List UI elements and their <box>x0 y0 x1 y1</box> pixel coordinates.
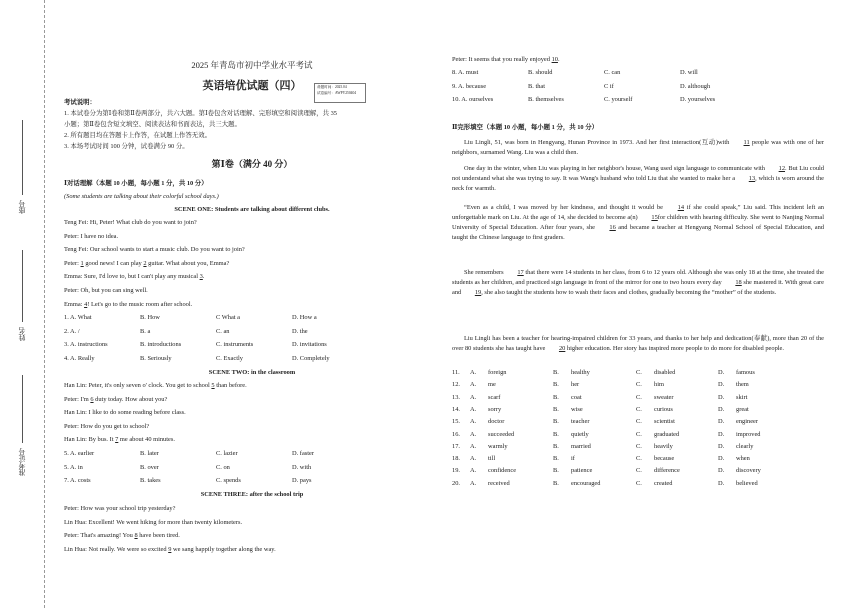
option-word: disabled <box>654 369 676 376</box>
option-word: quietly <box>571 430 589 438</box>
seat-label: 座号 <box>18 200 26 214</box>
option-word: encouraged <box>571 479 601 487</box>
dialogue-text: good news! I can play <box>83 259 144 267</box>
question-number: 17. <box>452 442 460 450</box>
part1-title: 第Ⅰ卷（满分 40 分） <box>211 159 293 169</box>
section1-note: (Some students are talking about their colorful school days.) <box>64 193 219 200</box>
option-word: believed <box>736 479 758 487</box>
answer-blank: 1 <box>80 259 84 267</box>
option-word: engineer <box>736 418 758 426</box>
option-row <box>64 477 440 487</box>
option-word: clearly <box>736 442 754 450</box>
question-option-a: 5. A. in <box>64 463 83 471</box>
dialogue-line <box>64 532 180 540</box>
option-row <box>64 314 440 324</box>
question-option-a: 8. A. must <box>452 69 479 76</box>
option-word: curious <box>654 405 673 413</box>
dialogue-line <box>64 505 175 513</box>
dialogue-text: Teng Fei: Our school wants to start a music club. Do you want to join? <box>64 246 245 254</box>
question-number: 18. <box>452 455 460 463</box>
cloze-paragraph <box>452 334 824 354</box>
binding-dashed-line <box>44 0 45 608</box>
question-number: 12. <box>452 381 460 389</box>
passage-text: that there were 14 students in her class, from 6 to 12 years old. Although she was only 18 at the time, she treated the students as her children, and practiced sign language in front of the mirror for one to two hours every day <box>452 269 825 286</box>
dialogue-text: Emma: <box>64 300 85 308</box>
question-number: 19. <box>452 467 460 475</box>
option-choice: C. an <box>216 327 230 335</box>
option-row <box>452 83 828 93</box>
passage-text: One day in the winter, when Liu was playing in her neighbor's house, Wang used sign language to communicate with <box>464 165 767 172</box>
answer-blank: 15 <box>651 213 658 221</box>
binding-sidebar <box>0 0 50 608</box>
option-word: scarf <box>488 393 501 401</box>
question-number: 13. <box>452 393 460 401</box>
option-letter: B. <box>553 479 559 487</box>
dialogue-text: . <box>202 273 205 281</box>
cloze-option-row <box>452 467 836 477</box>
dialogue-text: Lin Hua: Excellent! We went hiking for more than twenty kilometers. <box>64 518 243 526</box>
option-choice: D. although <box>680 82 711 90</box>
dialogue-text: me about 40 minutes. <box>118 436 175 444</box>
dialogue-line <box>64 519 242 527</box>
option-row <box>64 328 440 338</box>
cloze-option-row <box>452 431 836 441</box>
question-number: 15. <box>452 418 460 426</box>
dialogue-text: Emma: Sure, I'd love to, but I can't play any musical <box>64 273 200 281</box>
question-option-a: 10. A. ourselves <box>452 96 494 104</box>
option-word: succeeded <box>488 430 515 438</box>
question-option-a: 4. A. Really <box>64 354 95 362</box>
option-letter: C. <box>636 393 642 401</box>
answer-blank: 20 <box>558 344 566 352</box>
option-choice: B. takes <box>140 477 161 485</box>
cloze-option-row <box>452 394 836 404</box>
option-letter: A. <box>470 442 477 450</box>
instruction-line: 3. 本场考试时间 100 分钟，试卷满分 90 分。 <box>64 143 189 150</box>
option-letter: D. <box>718 381 725 389</box>
option-letter: C. <box>636 405 642 413</box>
option-word: healthy <box>571 369 590 376</box>
option-word: difference <box>654 467 680 475</box>
cloze-paragraph <box>452 138 824 158</box>
option-word: confidence <box>488 467 517 475</box>
option-choice: D. Completely <box>292 354 330 362</box>
paper-title: 英语培优试题（四） <box>202 80 302 92</box>
option-letter: A. <box>470 467 477 475</box>
option-choice: C if <box>604 82 614 90</box>
dialogue-line <box>64 287 148 295</box>
answer-blank: 14 <box>677 204 685 211</box>
option-word: received <box>488 479 510 487</box>
answer-blank: 9 <box>168 545 172 553</box>
option-letter: C. <box>636 430 642 438</box>
option-word: improved <box>736 430 761 438</box>
option-choice: C. Exactly <box>216 354 243 362</box>
option-letter: A. <box>470 430 477 438</box>
dialogue-line <box>64 260 229 268</box>
stamp-code: 试卷编号：AWPY250404 <box>317 90 357 95</box>
option-choice: B. How <box>140 314 160 321</box>
option-choice: C. can <box>604 69 621 76</box>
answer-blank: 11 <box>743 139 750 146</box>
option-letter: C. <box>636 479 642 487</box>
passage-text: She remembers <box>464 269 506 276</box>
name-line <box>22 250 23 322</box>
dialogue-text: Peter: How do you get to school? <box>64 422 150 430</box>
option-letter: D. <box>718 393 725 401</box>
passage-text: she mastered it. With great care and <box>452 278 824 296</box>
instruction-line: 小题；第Ⅱ卷包含短文填空、阅读表达和书面表达，共三大题。 <box>64 121 241 128</box>
cloze-option-row <box>452 381 836 391</box>
dialogue-text: duty today. How about you? <box>93 395 168 403</box>
scene-two-title: SCENE TWO: in the classroom <box>208 369 296 376</box>
dialogue-line <box>64 436 175 444</box>
option-choice: D. yourselves <box>680 96 716 104</box>
answer-blank: 16 <box>609 223 616 231</box>
option-choice: B. a <box>140 327 151 335</box>
answer-blank: 5 <box>211 382 215 389</box>
answer-blank: 3 <box>199 273 203 281</box>
option-word: till <box>488 455 496 463</box>
option-word: heavily <box>654 442 673 450</box>
option-choice: B. later <box>140 450 159 457</box>
dialogue-line <box>64 409 186 417</box>
option-letter: B. <box>553 430 559 438</box>
option-letter: D. <box>718 405 725 413</box>
option-word: discovery <box>736 467 761 475</box>
exam-title: 2025 年青岛市初中学业水平考试 <box>191 60 313 70</box>
option-word: her <box>571 381 580 389</box>
cloze-option-row <box>452 418 836 428</box>
dialogue-line <box>64 301 192 309</box>
dialogue-text: Peter: It seems that you really enjoyed <box>452 56 552 63</box>
dialogue-line <box>64 219 197 227</box>
option-choice: C What a <box>216 314 241 321</box>
option-word: because <box>654 455 675 463</box>
answer-blank: 10 <box>551 56 558 63</box>
stamp-time: 命题时间：2025.04 <box>317 85 347 89</box>
option-word: married <box>571 442 591 450</box>
question-option-a: 3. A. instructions <box>64 341 108 349</box>
option-choice: B. Seriously <box>140 354 172 362</box>
option-letter: D. <box>718 455 725 463</box>
dialogue-line <box>64 233 118 241</box>
option-word: sorry <box>488 405 502 413</box>
option-word: him <box>654 381 664 389</box>
option-letter: B. <box>553 393 559 401</box>
option-letter: C. <box>636 418 642 426</box>
name-label: 姓名 <box>18 327 26 341</box>
option-letter: B. <box>553 405 559 413</box>
option-row <box>64 341 440 351</box>
option-word: graduated <box>654 430 680 438</box>
option-choice: D. invitations <box>292 341 327 349</box>
dialogue-text: Peter: How was your school trip yesterday? <box>64 505 176 512</box>
option-letter: C. <box>636 369 642 376</box>
scene-one-title: SCENE ONE: Students are talking about different clubs. <box>174 206 330 213</box>
option-choice: B. introductions <box>140 341 182 349</box>
option-choice: C. yourself <box>604 96 633 104</box>
dialogue-line <box>64 382 247 390</box>
answer-blank: 13 <box>748 174 756 182</box>
option-word: me <box>488 381 496 389</box>
option-letter: B. <box>553 442 559 450</box>
option-row <box>452 96 828 106</box>
option-choice: C. spends <box>216 477 241 485</box>
option-choice: D. will <box>680 69 698 76</box>
option-choice: D. the <box>292 327 308 335</box>
answer-blank: 12 <box>778 165 786 172</box>
option-choice: C. on <box>216 463 230 471</box>
option-letter: B. <box>553 381 559 389</box>
dialogue-text: Peter: I have no idea. <box>64 232 119 240</box>
passage-text: “Even as a child, I was moved by her kindness, and thought it would be <box>464 204 666 211</box>
option-letter: B. <box>553 418 559 426</box>
answer-blank: 2 <box>143 259 147 267</box>
option-word: when <box>736 455 750 463</box>
dialogue-line <box>64 423 149 431</box>
passage-text: , which is worn around the neck for warmth. <box>452 174 824 192</box>
question-number: 20. <box>452 479 460 487</box>
option-choice: B. over <box>140 463 159 471</box>
cloze-paragraph <box>452 268 824 298</box>
dialogue-text: Han Lin: By bus. It <box>64 436 116 444</box>
option-choice: B. themselves <box>528 96 564 104</box>
option-word: great <box>736 405 749 413</box>
ticket-line <box>22 375 23 443</box>
option-word: wise <box>571 405 583 413</box>
option-letter: A. <box>470 369 477 376</box>
option-letter: A. <box>470 381 477 389</box>
answer-blank: 17 <box>517 269 524 276</box>
option-choice: D. with <box>292 463 312 471</box>
option-letter: A. <box>470 479 477 487</box>
passage-text: and became a teacher at Hengyang Normal School of Special Education, and taught the Chinese language to first graders. <box>452 223 824 241</box>
option-word: teacher <box>571 418 590 426</box>
option-letter: A. <box>470 455 477 463</box>
answer-blank: 19 <box>474 288 482 296</box>
option-letter: D. <box>718 369 725 376</box>
instruction-line: 1. 本试卷分为第Ⅰ卷和第Ⅱ卷两部分，共六大题。第Ⅰ卷包含对话理解、完形填空和阅读理解，共 35 <box>64 110 338 117</box>
section1-heading: Ⅰ对话理解（本题 10 小题，每小题 1 分，共 10 分） <box>64 180 208 187</box>
answer-blank: 7 <box>115 436 119 444</box>
question-option-a: 5. A. earlier <box>64 450 95 457</box>
option-letter: B. <box>553 467 559 475</box>
passage-text: if she could speak,” Liu said. This incident left an unforgettable mark on Liu. At the age of 14, she decided to become a(n) <box>452 204 824 221</box>
cloze-option-row <box>452 369 836 379</box>
instructions-heading: 考试说明： <box>64 99 96 106</box>
dialogue-text: Peter: <box>64 259 81 267</box>
option-choice: D. faster <box>292 450 315 457</box>
answer-blank: 6 <box>90 395 94 403</box>
option-row <box>64 464 440 474</box>
question-number: 14. <box>452 405 460 413</box>
answer-blank: 18 <box>735 278 742 286</box>
dialogue-text: Han Lin: I like to do some reading before class. <box>64 409 186 417</box>
answer-blank: 4 <box>84 300 88 308</box>
option-letter: D. <box>718 442 725 450</box>
dialogue-text: than before. <box>214 382 247 389</box>
option-letter: D. <box>718 479 725 487</box>
cloze-paragraph <box>452 203 824 243</box>
cloze-heading: Ⅱ完形填空（本题 10 小题，每小题 1 分，共 10 分） <box>452 124 598 131</box>
option-letter: A. <box>470 405 477 413</box>
option-word: patience <box>571 467 593 475</box>
dialogue-text: Peter: I'm <box>64 395 91 403</box>
cloze-option-row <box>452 455 836 465</box>
dialogue-text: we sang happily together along the way. <box>171 545 276 553</box>
option-word: if <box>571 455 575 463</box>
cloze-option-row <box>452 406 836 416</box>
option-choice: D. pays <box>292 477 312 485</box>
option-word: famous <box>736 369 755 376</box>
option-letter: D. <box>718 430 725 438</box>
option-word: created <box>654 479 673 487</box>
option-word: doctor <box>488 418 505 426</box>
dialogue-text: Peter: Oh, but you can sing well. <box>64 287 148 294</box>
option-choice: B. that <box>528 82 546 90</box>
option-choice: C. lazier <box>216 450 238 457</box>
dialogue-line <box>64 273 204 281</box>
option-word: scientist <box>654 418 675 426</box>
dialogue-text: Teng Fei: Hi, Peter! What club do you want to join? <box>64 219 197 226</box>
dialogue-text: Han Lin: Peter, it's only seven o' clock. You get to school <box>64 382 212 389</box>
passage-text: , she also taught the students how to wash their faces and clothes, gradually becoming the “mother” of the students. <box>481 288 777 296</box>
dialogue-text: . <box>557 56 560 63</box>
ticket-label: 准考证号 <box>18 448 26 476</box>
passage-text: Liu Lingli has been a teacher for hearing-impaired children for 33 years, and thanks to her help and dedication(奉献), more than 20 of the over 80 students she has taught have <box>452 335 824 352</box>
option-word: foreign <box>488 369 507 376</box>
option-choice: D. How a <box>292 314 317 321</box>
option-letter: D. <box>718 467 725 475</box>
option-letter: C. <box>636 467 642 475</box>
passage-text: people was with one of her neighbors, surnamed Wang. Liu was a child then. <box>452 139 825 156</box>
option-letter: B. <box>553 455 559 463</box>
option-letter: A. <box>470 418 477 426</box>
passage-text: higher education. Her story has inspired more people to do more for disabled people. <box>565 344 784 352</box>
question-option-a: 7. A. costs <box>64 477 91 485</box>
option-row <box>64 355 440 365</box>
option-word: skirt <box>736 393 748 401</box>
option-letter: C. <box>636 455 642 463</box>
option-word: warmly <box>488 442 508 450</box>
passage-text: . But Liu could not understand what she was trying to say. It was Wang's husband who told Liu that she wanted to make her a <box>452 165 824 182</box>
cloze-option-row <box>452 443 836 453</box>
option-row <box>64 450 440 460</box>
dialogue-text: have been tired. <box>137 532 180 540</box>
passage-text: for children with hearing difficulty. She went to Nanjing Normal University of Special Education. After four years, she <box>452 213 824 231</box>
option-letter: A. <box>470 393 477 401</box>
option-letter: C. <box>636 442 642 450</box>
dialogue-line <box>64 246 245 254</box>
question-option-a: 9. A. because <box>452 82 487 90</box>
cloze-option-row <box>452 480 836 490</box>
dialogue-text: Lin Hua: Not really. We were so excited <box>64 545 169 553</box>
passage-text: Liu Lingli, 51, was born in Hengyang, Hunan Province in 1973. And her first interaction(互动)with <box>464 139 732 146</box>
dialogue-line <box>64 546 276 554</box>
option-letter: D. <box>718 418 725 426</box>
dialogue-line <box>452 56 560 64</box>
question-number: 16. <box>452 430 460 438</box>
dialogue-text: guitar. What about you, Emma? <box>146 259 230 267</box>
seat-line <box>22 120 23 195</box>
option-choice: C. instruments <box>216 341 254 349</box>
paper-stamp <box>314 83 366 103</box>
cloze-paragraph <box>452 164 824 194</box>
answer-blank: 8 <box>134 532 138 540</box>
option-choice: B. should <box>528 69 553 76</box>
question-number: 11. <box>452 369 460 376</box>
option-word: them <box>736 381 749 389</box>
option-word: sweater <box>654 393 674 401</box>
question-option-a: 1. A. What <box>64 314 92 321</box>
option-letter: B. <box>553 369 559 376</box>
option-word: coat <box>571 393 582 401</box>
option-row <box>452 69 828 79</box>
question-option-a: 2. A. / <box>64 327 80 335</box>
dialogue-text: ! Let's go to the music room after school. <box>87 300 193 308</box>
dialogue-line <box>64 396 167 404</box>
dialogue-text: Peter: That's amazing! You <box>64 532 135 540</box>
option-letter: C. <box>636 381 642 389</box>
instruction-line: 2. 所有题目均在答题卡上作答，在试题上作答无效。 <box>64 132 211 139</box>
scene-three-title: SCENE THREE: after the school trip <box>200 491 304 498</box>
